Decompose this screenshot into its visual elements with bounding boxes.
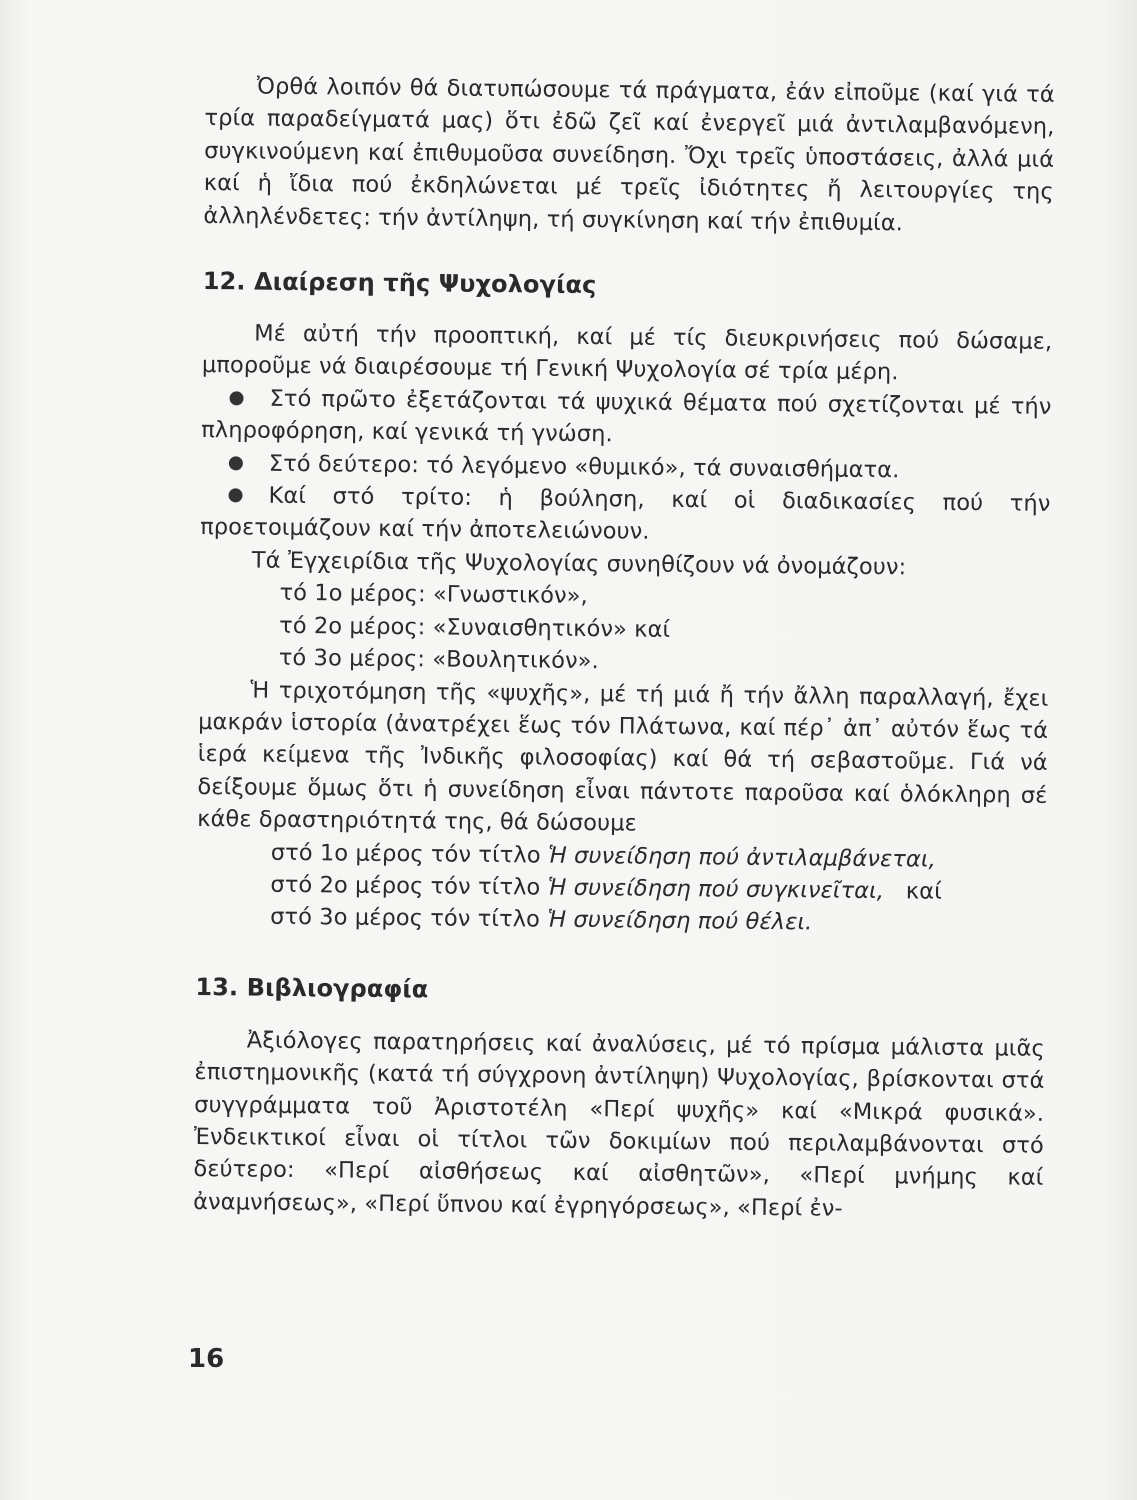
title-prefix: στό 1ο μέρος τόν τίτλο (270, 839, 541, 869)
page-number: 16 (188, 1344, 225, 1374)
trichotomy-paragraph: Ἡ τριχοτόμηση τῆς «ψυχῆς», μέ τή μιά ἤ τήν ἄλλη παραλλαγή, ἔχει μακράν ἱστορία (ἀνατρέχει ἕως τόν Πλάτωνα, καί πέρ᾽ ἀπ᾽ αὐτόν ἕως τά ἱερά κείμενα τῆς Ἰνδικῆς φιλοσοφίας) καί θά τή σεβαστοῦμε. Γιά νά δείξουμε ὅμως ὅτι ἡ συνείδηση εἶναι πάντοτε παροῦσα καί ὁλόκληρη σέ κάθε δραστηριότητά της, θά δώσουμε (197, 677, 1049, 837)
handbooks-line: Τά Ἐγχειρίδια τῆς Ψυχολογίας συνηθίζουν νά ὀνομάζουν: (251, 547, 907, 581)
title-suffix: καί (905, 878, 943, 905)
page-content (193, 70, 1055, 1227)
part-line: τό 3ο μέρος: «Βουλητικόν». (278, 644, 599, 675)
bibliography-paragraph: Ἀξιόλογες παρατηρήσεις καί ἀναλύσεις, μέ τό πρίσμα μάλιστα μιᾶς ἐπιστημονικῆς (κατά τή σύγχρονη ἀντίληψη) Ψυχολογίας, βρίσκονται στά συγγράμματα τοῦ Ἀριστοτέλη «Περί ψυχῆς» καί «Μικρά φυσικά». Ἐνδεικτικοί εἶναι οἱ τίτλοι τῶν δοκιμίων πού περιλαμβάνονται στό δεύτερο: «Περί αἰσθήσεως καί αἰσθητῶν», «Περί μνήμης καί ἀναμνήσεως», «Περί ὕπνου καί ἐγρηγόρσεως», «Περί ἐν- (193, 1027, 1045, 1222)
title-italic: Ἡ συνείδηση πού ἀντιλαμβάνεται, (547, 842, 937, 873)
section-12-heading: 12. Διαίρεση τῆς Ψυχολογίας (202, 267, 597, 300)
list-item-text: Καί στό τρίτο: ἡ βούληση, καί οἱ διαδικασίες πού τήν προετοιμάζουν καί τήν ἀποτελειώνουν. (200, 482, 1051, 546)
title-prefix: στό 2ο μέρος τόν τίτλο (270, 871, 541, 901)
part-line: τό 1ο μέρος: «Γνωστικόν», (279, 580, 588, 610)
part-line: τό 2ο μέρος: «Συναισθητικόν» καί (279, 612, 671, 643)
list-item-text: Στό πρῶτο ἐξετάζονται τά ψυχικά θέματα πού σχετίζονται μέ τήν πληροφόρηση, καί γενικά τή γνώση. (201, 385, 1052, 448)
list-item-text: Στό δεύτερο: τό λεγόμενο «θυμικό», τά συναισθήματα. (268, 450, 900, 483)
title-italic: Ἡ συνείδηση πού συγκινεῖται, (547, 874, 885, 905)
list-item (201, 382, 1052, 456)
title-prefix: στό 3ο μέρος τόν τίτλο (269, 904, 541, 933)
title-italic: Ἡ συνείδηση πού θέλει. (547, 906, 813, 936)
bullet-icon (228, 488, 242, 502)
section-12-intro: Μέ αὐτή τήν προοπτική, καί μέ τίς διευκρινήσεις πού δώσαμε, μποροῦμε νά διαιρέσουμε τή Γενική Ψυχολογία σέ τρία μέρη. (201, 320, 1053, 386)
list-item (200, 479, 1051, 553)
bullet-icon (229, 391, 243, 405)
bullet-icon (229, 456, 243, 470)
section-13-heading: 13. Βιβλιογραφία (195, 972, 429, 1004)
intro-paragraph: Ὀρθά λοιπόν θά διατυπώσουμε τά πράγματα, ἐάν εἰποῦμε (καί γιά τά τρία παραδείγματά μας) ὅτι ἐδῶ ζεῖ καί ἐνεργεῖ μιά ἀντιλαμβανόμενη, συγκινούμενη καί ἐπιθυμοῦσα συνείδηση. Ὄχι τρεῖς ὑποστάσεις, ἀλλά μιά καί ἡ ἴδια πού ἐκδηλώνεται μέ τρεῖς ἰδιότητες ἤ λειτουργίες της ἀλληλένδετες: τήν ἀντίληψη, τή συγκίνηση καί τήν ἐπιθυμία. (203, 73, 1055, 236)
